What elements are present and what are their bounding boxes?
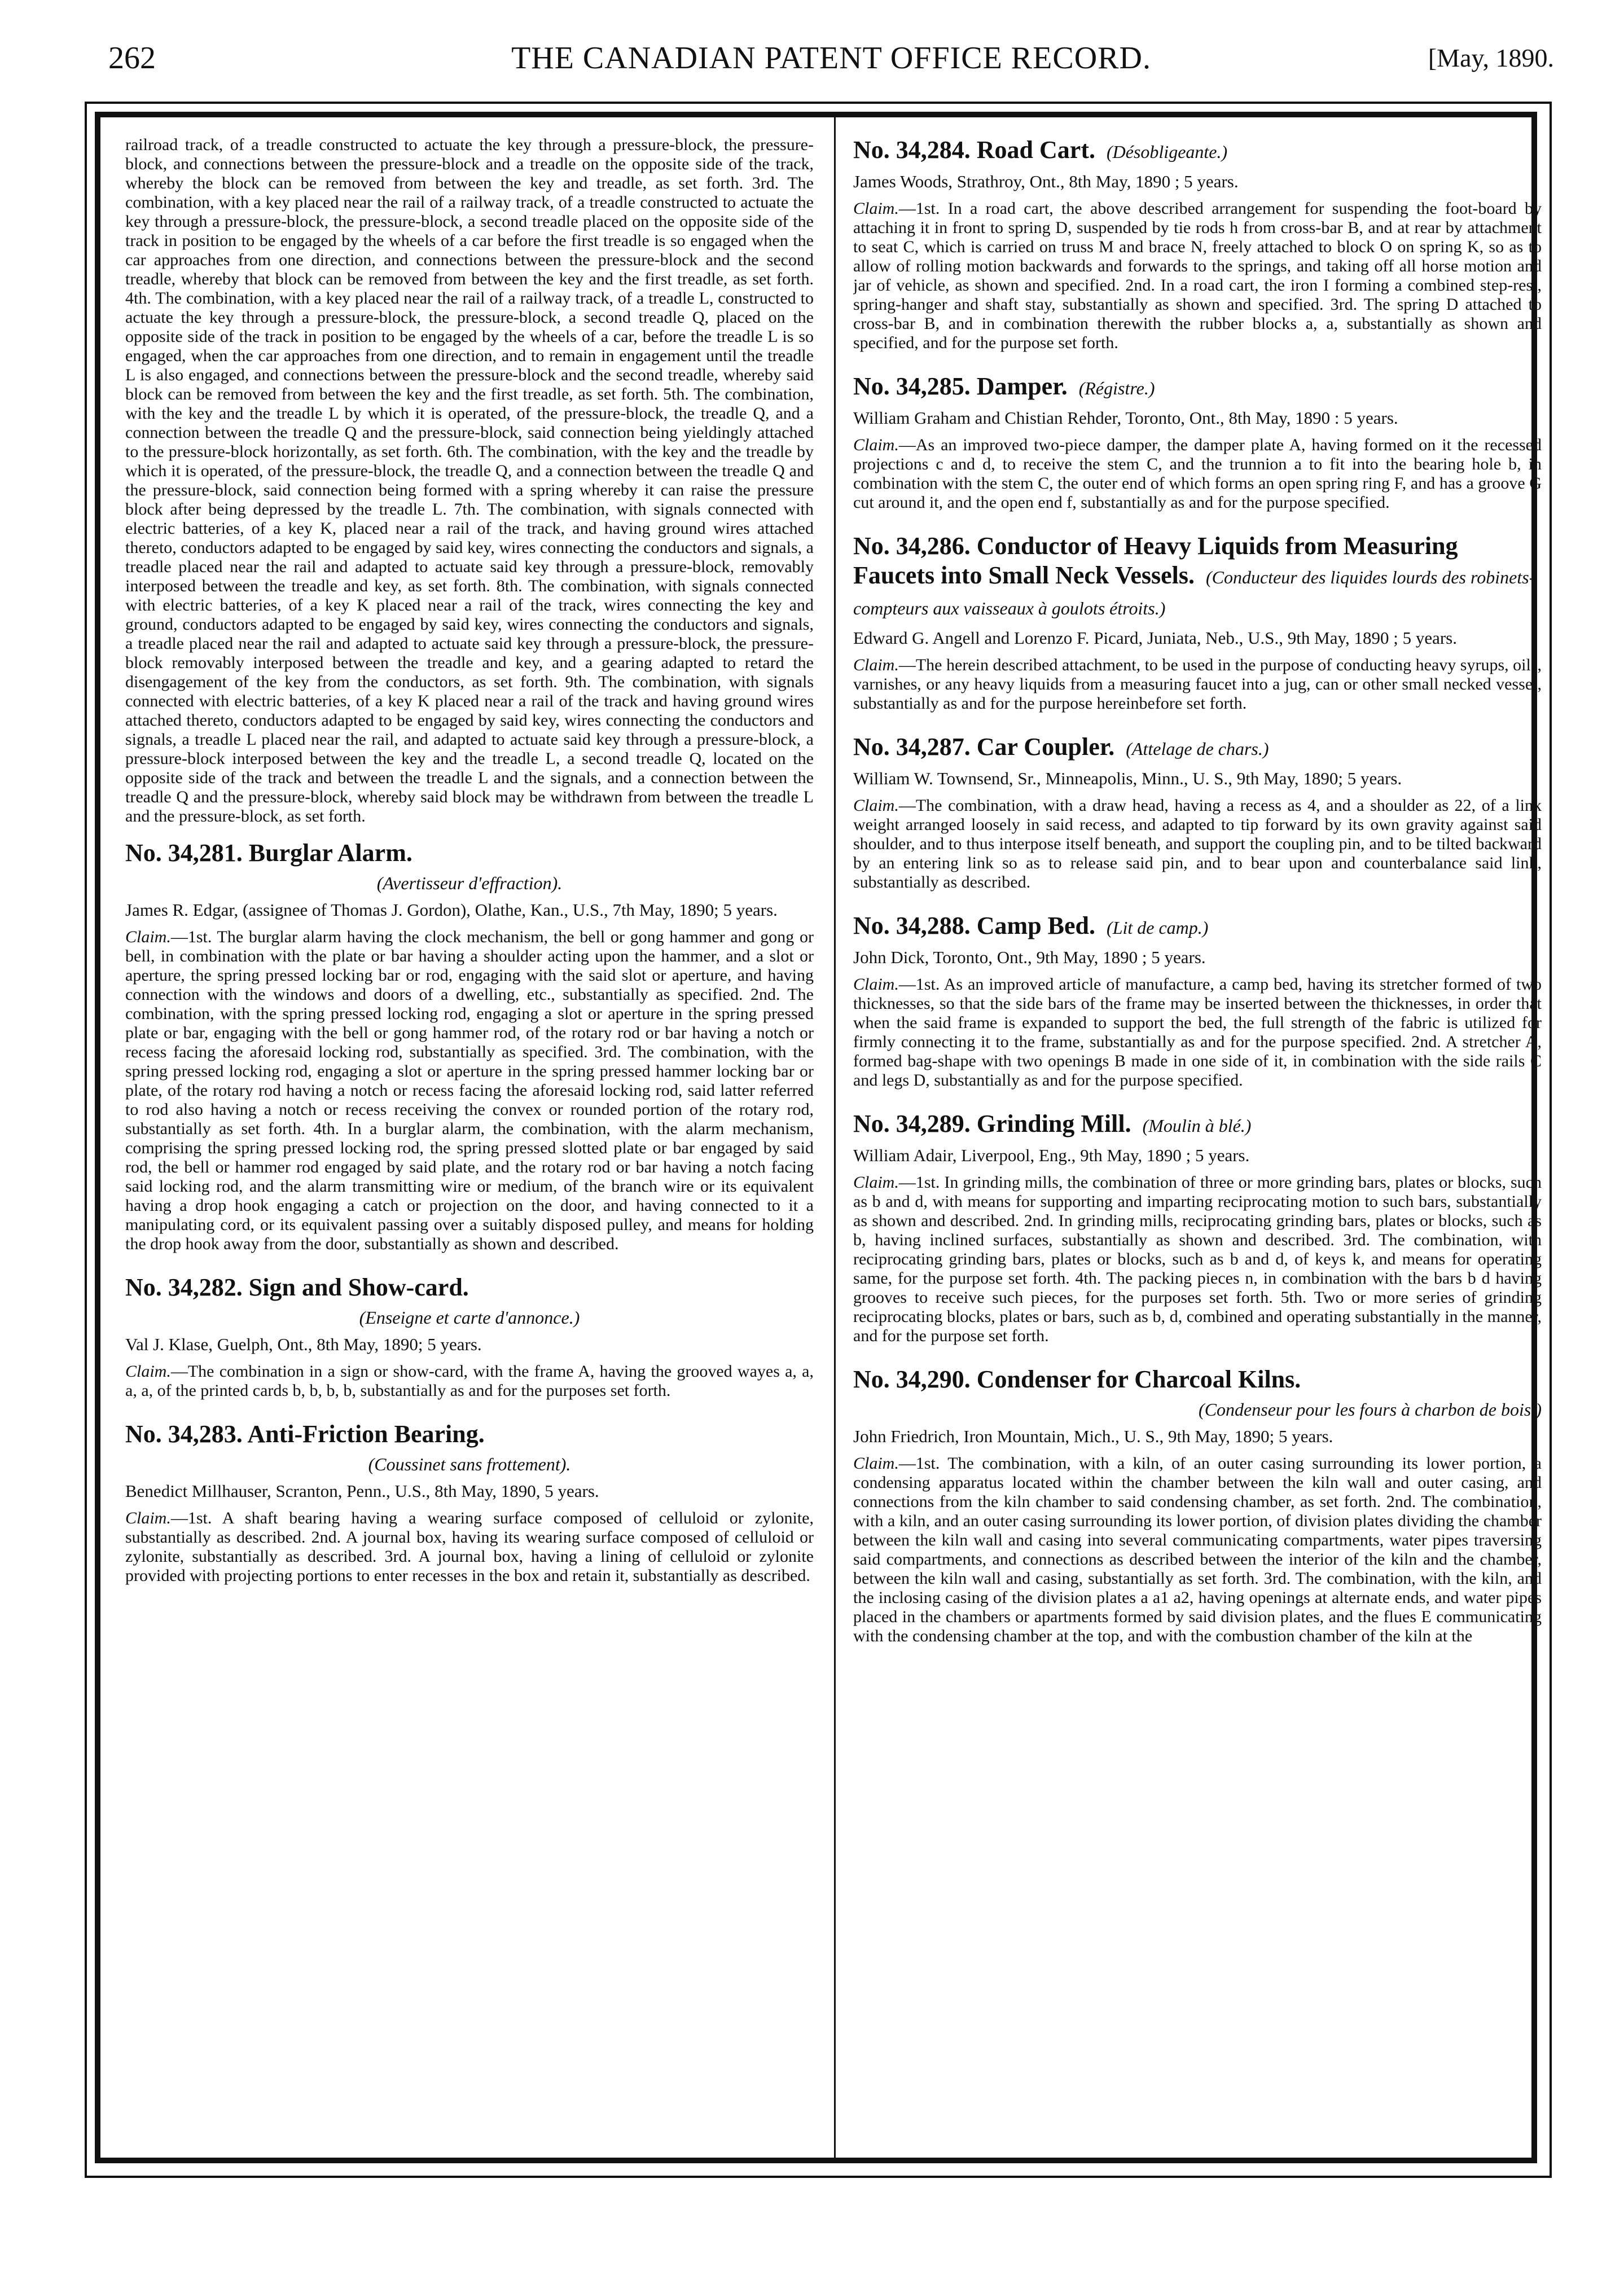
claim-paragraph bbox=[853, 199, 1542, 353]
inventor-line: John Dick, Toronto, Ont., 9th May, 1890 ; 5 years. bbox=[853, 947, 1206, 967]
entry-heading bbox=[125, 1420, 814, 1449]
entry-heading bbox=[853, 372, 1542, 403]
claim-paragraph bbox=[853, 796, 1542, 892]
french-title: (Régistre.) bbox=[1078, 378, 1155, 398]
patent-entry-34286 bbox=[853, 532, 1542, 713]
entry-heading bbox=[853, 911, 1542, 942]
french-title: (Enseigne et carte d'annonce.) bbox=[359, 1307, 580, 1328]
claim-label: Claim. bbox=[853, 199, 899, 218]
patent-number: No. 34,290. bbox=[853, 1365, 971, 1393]
claim-paragraph bbox=[125, 1362, 814, 1400]
patent-number: No. 34,283. bbox=[125, 1420, 243, 1448]
patent-title: Anti-Friction Bearing. bbox=[247, 1420, 485, 1448]
inventor-line: John Friedrich, Iron Mountain, Mich., U. S., 9th May, 1890; 5 years. bbox=[853, 1426, 1333, 1446]
claim-text: —1st. As an improved article of manufacture, a camp bed, having its stretcher formed of two thicknesses, so that the side bars of the frame may be inserted between the thicknesses, in order that when the said frame is expanded to support the bed, the full strength of the fabric is utilized for firmly connecting it to the frame, substantially as and for the purpose specified. 2nd. A stretcher A, formed bag-shape with two openings B made in one side of it, in combination with the side rails C and legs D, substantially as and for the purpose specified. bbox=[853, 975, 1542, 1090]
issue-date: [May, 1890. bbox=[1428, 43, 1554, 72]
claim-text: —1st. The combination, with a kiln, of an outer casing surrounding its lower portion, a condensing apparatus located within the chamber between the kiln wall and outer casing, and connections from the kiln chamber to said condensing chamber, as set forth. 2nd. The combination, with a kiln, and an outer casing surrounding its lower portion, of division plates dividing the chamber between the kiln wall and casing into several communicating compartments, water pipes traversing said compartments, and connections as described between the interior of the kiln and the chamber, between the kiln wall and casing, substantially as set forth. 3rd. The combination, with the kiln, and the inclosing casing of the division plates a a1 a2, having openings at alternate ends, and water pipes placed in the chambers or apartments formed by said division plates, and the flues E communicating with the condensing chamber at the top, and with the combustion chamber of the kiln at the bbox=[853, 1454, 1542, 1645]
inventor-line: Benedict Millhauser, Scranton, Penn., U.S., 8th May, 1890, 5 years. bbox=[125, 1481, 599, 1501]
claim-paragraph bbox=[853, 1173, 1542, 1346]
patent-number: No. 34,287. bbox=[853, 733, 971, 761]
french-title: (Condenseur pour les fours à charbon de bois.) bbox=[1199, 1399, 1542, 1420]
claim-text: —As an improved two-piece damper, the damper plate A, having formed on it the recessed projections c and d, to receive the stem C, and the trunnion a to fit into the bearing hole b, in combination with the stem C, the outer end of which forms an open spring ring F, and has a groove G cut around it, and the open end f, substantially as and for the purpose specified. bbox=[853, 436, 1542, 512]
patent-title: Burglar Alarm. bbox=[248, 839, 412, 867]
entry-heading bbox=[125, 1273, 814, 1302]
entry-heading bbox=[853, 135, 1542, 166]
claim-paragraph bbox=[853, 1454, 1542, 1646]
claim-text: —The combination, with a draw head, having a recess as 4, and a shoulder as 22, of a link weight arranged loosely in said recess, and adapted to tip forward by its own gravity against said shoulder, and to thus interpose itself beneath, and support the coupling pin, and to be tilted backward by an entering link so as to release said pin, and to bear upon and counterbalance said link, substantially as described. bbox=[853, 796, 1542, 891]
patent-entry-34284 bbox=[853, 135, 1542, 353]
patent-entry-34289 bbox=[853, 1109, 1542, 1346]
patent-entry-34287 bbox=[853, 732, 1542, 892]
patent-title: Grinding Mill. bbox=[976, 1110, 1131, 1137]
inventor-line: Val J. Klase, Guelph, Ont., 8th May, 1890; 5 years. bbox=[125, 1334, 482, 1354]
left-column bbox=[125, 135, 814, 2150]
patent-entry-34290 bbox=[853, 1365, 1542, 1646]
patent-number: No. 34,284. bbox=[853, 136, 971, 164]
patent-entry-34285 bbox=[853, 372, 1542, 512]
entry-heading bbox=[853, 1109, 1542, 1140]
claim-text: —1st. A shaft bearing having a wearing surface composed of celluloid or zylonite, substantially as described. 2nd. A journal box, having its wearing surface composed of celluloid or zylonite, substantially as described. 3rd. A journal box, having a lining of celluloid or zylonite provided with projecting portions to enter recesses in the box and retain it, substantially as described. bbox=[125, 1509, 814, 1585]
continued-claim-text: railroad track, of a treadle constructed to actuate the key through a pressure-block, the pressure-block, and connections between the pressure-block and a treadle on the opposite side of the track, whereby the block can be removed from between the key and treadle, as set forth. 3rd. The combination, with a key placed near the rail of a railway track, of a treadle constructed to actuate the key through a pressure-block, the pressure-block, a second treadle placed on the opposite side of the track in position to be engaged by the wheels of a car before the first treadle is so engaged when the car approaches from one direction, and connections between the pressure-block and the second treadle, whereby that block can be removed from between the key and the first treadle, as set forth. 4th. The combination, with a key placed near the rail of a railway track, of a treadle L, constructed to actuate the key through a pressure-block, the pressure-block, a second treadle Q, placed on the opposite side of the track in position to be engaged by the wheels of a car, before the treadle L is so engaged, when the car approaches from one direction, and to remain in engagement until the treadle L is also engaged, and connections between the pressure-block and the second treadle, whereby said block can be removed from between the key and the first treadle, as set forth. 5th. The combination, with the key and the treadle L by which it is operated, of the pressure-block, the treadle Q, and a connection between the treadle Q and the pressure-block, said connection being yieldingly attached to the pressure-block horizontally, as set forth. 6th. The combination, with the key and the treadle by which it is operated, of the pressure-block, the treadle Q, and a connection between the treadle Q and the pressure-block, said connection being formed with a spring whereby it can raise the pressure block after being depressed by the treadle L. 7th. The combination, with signals connected with electric batteries, of a key K, placed near a rail of the track, and having ground wires attached thereto, conductors adapted to be engaged by said key, wires connecting the conductors and signals, a treadle placed near the rail and adapted to actuate said key through a pressure-block, removably interposed between the treadle and key, as set forth. 8th. The combination, with signals connected with electric batteries, of a key K placed near a rail of the track, wires connecting the key and ground, conductors adapted to be engaged by said key, wires connecting the conductors and signals, a treadle placed near the rail and adapted to actuate said key through a pressure-block, the pressure-block removably interposed between the treadle and key, and a gearing adapted to retard the disengagement of the key from the conductors, as set forth. 9th. The combination, with signals connected with electric batteries, of a key K placed near a rail of the track and having ground wires attached thereto, conductors adapted to be engaged by said key, wires connecting the conductors and signals, a treadle L placed near the rail, and adapted to actuate said key through a pressure-block, a pressure-block interposed between the key and the treadle L, a second treadle Q, located on the opposite side of the track and between the treadle L and the signals, and a connection between the treadle Q and the pressure-block, whereby said block may be withdrawn from between the treadle L and the pressure-block, as set forth. bbox=[125, 135, 814, 825]
claim-text: —The combination in a sign or show-card, with the frame A, having the grooved wayes a, a, a, a, of the printed cards b, b, b, b, substantially as and for the purposes set forth. bbox=[125, 1362, 814, 1400]
patent-title: Condenser for Charcoal Kilns. bbox=[976, 1365, 1301, 1393]
patent-title: Road Cart. bbox=[976, 136, 1095, 164]
inventor-line: Edward G. Angell and Lorenzo F. Picard, Juniata, Neb., U.S., 9th May, 1890 ; 5 years. bbox=[853, 628, 1457, 648]
claim-label: Claim. bbox=[853, 1173, 899, 1192]
column-divider bbox=[834, 117, 836, 2158]
right-column bbox=[853, 135, 1542, 2150]
claim-label: Claim. bbox=[853, 975, 899, 994]
patent-number: No. 34,286. bbox=[853, 532, 971, 560]
inventor-line: William W. Townsend, Sr., Minneapolis, Minn., U. S., 9th May, 1890; 5 years. bbox=[853, 768, 1402, 788]
claim-text: —1st. In grinding mills, the combination of three or more grinding bars, plates or blocks, such as b and d, with means for supporting and imparting reciprocating motion to such bars, substantially as shown and described. 2nd. In grinding mills, reciprocating grinding bars, plates or blocks, such as b, having inclined surfaces, substantially as shown and described. 3rd. The combination, with reciprocating grinding bars, plates or blocks, such as b and d, of keys k, and means for operating same, for the purpose set forth. 4th. The packing pieces n, in combination with the bars b d having grooves to receive such pieces, for the purposes set forth. 5th. Two or more series of grinding reciprocating blocks, plates or bars, such as b, d, combined and operating substantially in the manner, and for the purpose set forth. bbox=[853, 1173, 1542, 1345]
claim-paragraph bbox=[125, 928, 814, 1254]
french-title: (Avertisseur d'effraction). bbox=[376, 873, 563, 893]
french-title: (Conducteur des liquides lourds des robinets-compteurs aux vaisseaux à goulots étroits.) bbox=[853, 567, 1535, 618]
patent-number: No. 34,285. bbox=[853, 372, 971, 400]
patent-entry-34288 bbox=[853, 911, 1542, 1090]
claim-label: Claim. bbox=[853, 436, 899, 454]
claim-label: Claim. bbox=[853, 796, 899, 815]
patent-entry-34283 bbox=[125, 1420, 814, 1585]
patent-number: No. 34,288. bbox=[853, 912, 971, 939]
patent-title: Damper. bbox=[976, 372, 1068, 400]
patent-title: Sign and Show-card. bbox=[248, 1273, 469, 1301]
french-title: (Moulin à blé.) bbox=[1142, 1115, 1252, 1136]
claim-text: —1st. In a road cart, the above described arrangement for suspending the foot-board by attaching it in front to spring D, suspended by tie rods h from cross-bar B, and at rear by attachment to seat C, which is carried on truss M and brace N, freely attached to block O on spring K, so as to allow of rolling motion backwards and forwards to the springs, and taking off all horse motion and jar of vehicle, as shown and specified. 2nd. In a road cart, the iron I forming a combined step-rest, spring-hanger and shaft stay, substantially as shown and specified. 3rd. The spring D attached to cross-bar B, and in combination therewith the rubber blocks a, a, substantially as shown and specified, and for the purpose set forth. bbox=[853, 199, 1542, 352]
patent-title: Camp Bed. bbox=[976, 912, 1096, 939]
inventor-line: William Adair, Liverpool, Eng., 9th May, 1890 ; 5 years. bbox=[853, 1145, 1250, 1165]
entry-heading bbox=[853, 532, 1542, 623]
claim-label: Claim. bbox=[125, 928, 171, 946]
patent-number: No. 34,282. bbox=[125, 1273, 243, 1301]
french-title: (Lit de camp.) bbox=[1107, 917, 1209, 938]
patent-entry-34281 bbox=[125, 838, 814, 1254]
french-title: (Désobligeante.) bbox=[1106, 142, 1228, 162]
french-title: (Coussinet sans frottement). bbox=[368, 1454, 571, 1474]
claim-text: —1st. The burglar alarm having the clock mechanism, the bell or gong hammer and gong or bell, in combination with the plate or bar having a shoulder acting upon the hammer, and a slot or aperture, the spring pressed locking bar or rod, engaging with the said slot or aperture, and having connection with the windows and doors of a dwelling, etc., substantially as specified. 2nd. The combination, with the spring pressed locking rod, engaging a slot or aperture in the spring pressed plate or bar, engaging with the bell or gong hammer rod, of the rotary rod or bar having a notch or recess facing the aforesaid locking rod, substantially as specified. 3rd. The combination, with the spring pressed locking rod, engaging a slot or aperture in the spring pressed hammer locking bar or plate, of the rotary rod having a notch or recess facing the aforesaid locking rod, said latter referred to rod also having a notch or recess receiving the convex or rounded portion of the rotary rod, substantially as set forth. 4th. In a burglar alarm, the combination, with the alarm mechanism, comprising the spring pressed locking rod, the spring pressed slotted plate or bar engaged by said rod, the bell or hammer rod engaged by said plate, and the rotary rod or bar having a notch facing said locking rod, and the alarm transmitting wire or medium, of the branch wire or its equivalent having a drop hook engaging a catch or projection on the door, and having connected to it a manipulating cord, or its equivalent passing over a suitably disposed pulley, and means for holding the drop hook away from the door, substantially as shown and described. bbox=[125, 928, 814, 1253]
patent-number: No. 34,289. bbox=[853, 1110, 971, 1137]
page-number: 262 bbox=[108, 41, 156, 76]
patent-entry-34282 bbox=[125, 1273, 814, 1400]
claim-paragraph bbox=[125, 1509, 814, 1585]
claim-paragraph bbox=[853, 975, 1542, 1090]
claim-label: Claim. bbox=[853, 1454, 899, 1473]
inventor-line: James Woods, Strathroy, Ont., 8th May, 1890 ; 5 years. bbox=[853, 172, 1239, 191]
running-head bbox=[108, 33, 1554, 84]
patent-title: Car Coupler. bbox=[976, 733, 1115, 761]
claim-label: Claim. bbox=[125, 1509, 171, 1527]
claim-label: Claim. bbox=[125, 1362, 171, 1381]
entry-heading bbox=[125, 838, 814, 868]
claim-paragraph bbox=[853, 436, 1542, 512]
entry-heading bbox=[853, 732, 1542, 763]
inventor-line: William Graham and Chistian Rehder, Toronto, Ont., 8th May, 1890 : 5 years. bbox=[853, 408, 1398, 428]
patent-title: Conductor of Heavy Liquids from Measuring Faucets into Small Neck Vessels. bbox=[853, 532, 1458, 589]
journal-title: THE CANADIAN PATENT OFFICE RECORD. bbox=[511, 41, 1151, 76]
claim-label: Claim. bbox=[853, 656, 899, 674]
inventor-line: James R. Edgar, (assignee of Thomas J. Gordon), Olathe, Kan., U.S., 7th May, 1890; 5 years. bbox=[125, 900, 778, 920]
entry-heading bbox=[853, 1365, 1542, 1394]
claim-text: —The herein described attachment, to be used in the purpose of conducting heavy syrups, oils, varnishes, or any heavy liquids from a measuring faucet into a jug, can or other small necked vessel, substantially as and for the purpose hereinbefore set forth. bbox=[853, 656, 1542, 713]
claim-paragraph bbox=[853, 656, 1542, 713]
patent-number: No. 34,281. bbox=[125, 839, 243, 867]
french-title: (Attelage de chars.) bbox=[1126, 739, 1269, 759]
